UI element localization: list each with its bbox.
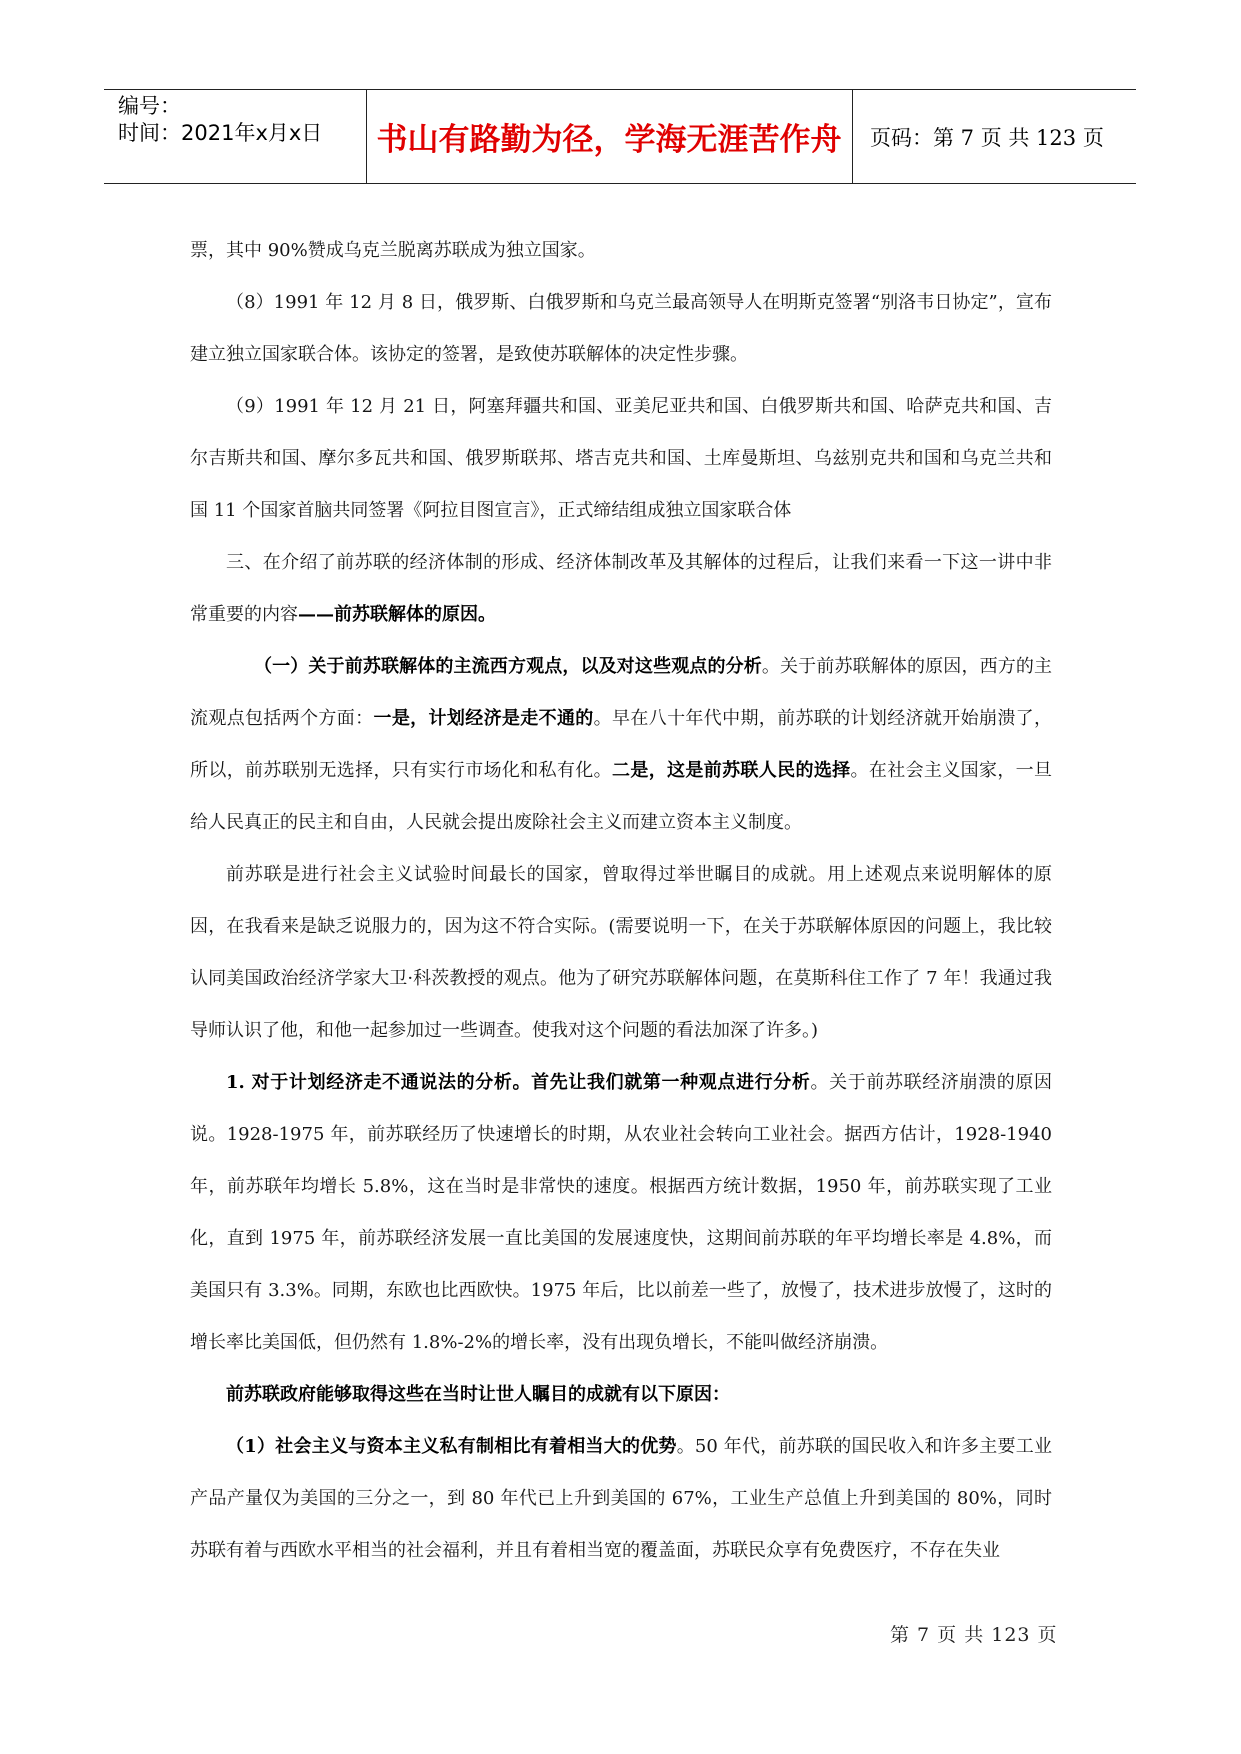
- paragraph-3: （9）1991 年 12 月 21 日，阿塞拜疆共和国、亚美尼亚共和国、白俄罗斯共和国、哈萨克共和国、吉尔吉斯共和国、摩尔多瓦共和国、俄罗斯联邦、塔吉克共和国、土库曼斯坦、乌兹别克共和国和乌克兰共和国 11 个国家首脑共同签署《阿拉目图宣言》，正式缔结组成独立国家联合体: [190, 396, 1052, 521]
- reasons-heading: 前苏联政府能够取得这些在当时让世人瞩目的成就有以下原因：: [226, 1384, 730, 1405]
- document-body: [190, 225, 1052, 1577]
- paragraph-9: [190, 1421, 1052, 1577]
- paragraph-5-text-3: 。在社会主义国家，一旦给人民真正的民主和自由，人民就会提出废除社会主义而建立资本主义制度。: [190, 760, 1053, 833]
- view-one-emphasis: 一是，计划经济是走不通的: [373, 708, 594, 729]
- paragraph-2: （8）1991 年 12 月 8 日，俄罗斯、白俄罗斯和乌克兰最高领导人在明斯克签署“别洛韦日协定”，宣布建立独立国家联合体。该协定的签署，是致使苏联解体的决定性步骤。: [190, 292, 1052, 365]
- document-date: 时间：2021年x月x日: [118, 121, 323, 145]
- paragraph-7: [190, 1057, 1052, 1369]
- paragraph-9-text: 。50 年代，前苏联的国民收入和许多主要工业产品产量仅为美国的三分之一，到 80 年代已上升到美国的 67%，工业生产总值上升到美国的 80%，同时苏联有着与西欧水平相当的社会福利，并且有着相当宽的覆盖面，苏联民众享有免费医疗，不存在失业: [190, 1436, 1052, 1561]
- paragraph-5-text-2: 。早在八十年代中期，前苏联的计划经济就开始崩溃了，所以，前苏联别无选择，只有实行市场化和私有化。: [190, 708, 1053, 781]
- subsection-heading-planned-economy: 1. 对于计划经济走不通说法的分析。首先让我们就第一种观点进行分析: [226, 1072, 811, 1093]
- section-heading-western-views: （一）关于前苏联解体的主流西方观点，以及对这些观点的分析: [254, 656, 762, 677]
- paragraph-4: [190, 537, 1052, 641]
- document-number-label: 编号：: [118, 94, 181, 118]
- page-footer: 第 7 页 共 123 页: [890, 1624, 1058, 1646]
- paragraph-8: [190, 1369, 1052, 1421]
- paragraph-5-text-1: 。关于前苏联解体的原因，西方的主流观点包括两个方面：: [190, 656, 1052, 729]
- view-two-emphasis: 二是，这是前苏联人民的选择: [612, 760, 851, 781]
- header-page-info: 页码：第 7 页 共 123 页: [870, 125, 1104, 150]
- paragraph-6: 前苏联是进行社会主义试验时间最长的国家，曾取得过举世瞩目的成就。用上述观点来说明解体的原因，在我看来是缺乏说服力的，因为这不符合实际。(需要说明一下，在关于苏联解体原因的问题上，我比较认同美国政治经济学家大卫·科茨教授的观点。他为了研究苏联解体问题，在莫斯科住工作了 7 年！我通过我导师认识了他，和他一起参加过一些调查。使我对这个问题的看法加深了许多。): [190, 864, 1052, 1041]
- paragraph-4-emphasis: ——前苏联解体的原因。: [298, 604, 496, 625]
- paragraph-1: 票，其中 90%赞成乌克兰脱离苏联成为独立国家。: [190, 240, 596, 261]
- paragraph-7-text: 。关于前苏联经济崩溃的原因说。1928-1975 年，前苏联经历了快速增长的时期，从农业社会转向工业社会。据西方估计，1928-1940 年，前苏联年均增长 5.8%，这在当时是非常快的速度。根据西方统计数据，1950 年，前苏联实现了工业化，直到 1975 年，前苏联经济发展一直比美国的发展速度快，这期间前苏联的年平均增长率是 4.8%，而美国只有 3.3%。同期，东欧也比西欧快。1975 年后，比以前差一些了，放慢了，技术进步放慢了，这时的增长率比美国低，但仍然有 1.8%-2%的增长率，没有出现负增长，不能叫做经济崩溃。: [190, 1072, 1053, 1353]
- header-motto: 书山有路勤为径，学海无涯苦作舟: [366, 90, 853, 183]
- header-meta-cell: [104, 90, 367, 183]
- paragraph-4-text: 三、在介绍了前苏联的经济体制的形成、经济体制改革及其解体的过程后，让我们来看一下这一讲中非常重要的内容: [190, 552, 1052, 625]
- page-header: [104, 89, 1136, 184]
- reason-one-heading: （1）社会主义与资本主义私有制相比有着相当大的优势: [226, 1436, 677, 1457]
- paragraph-5: [190, 641, 1052, 849]
